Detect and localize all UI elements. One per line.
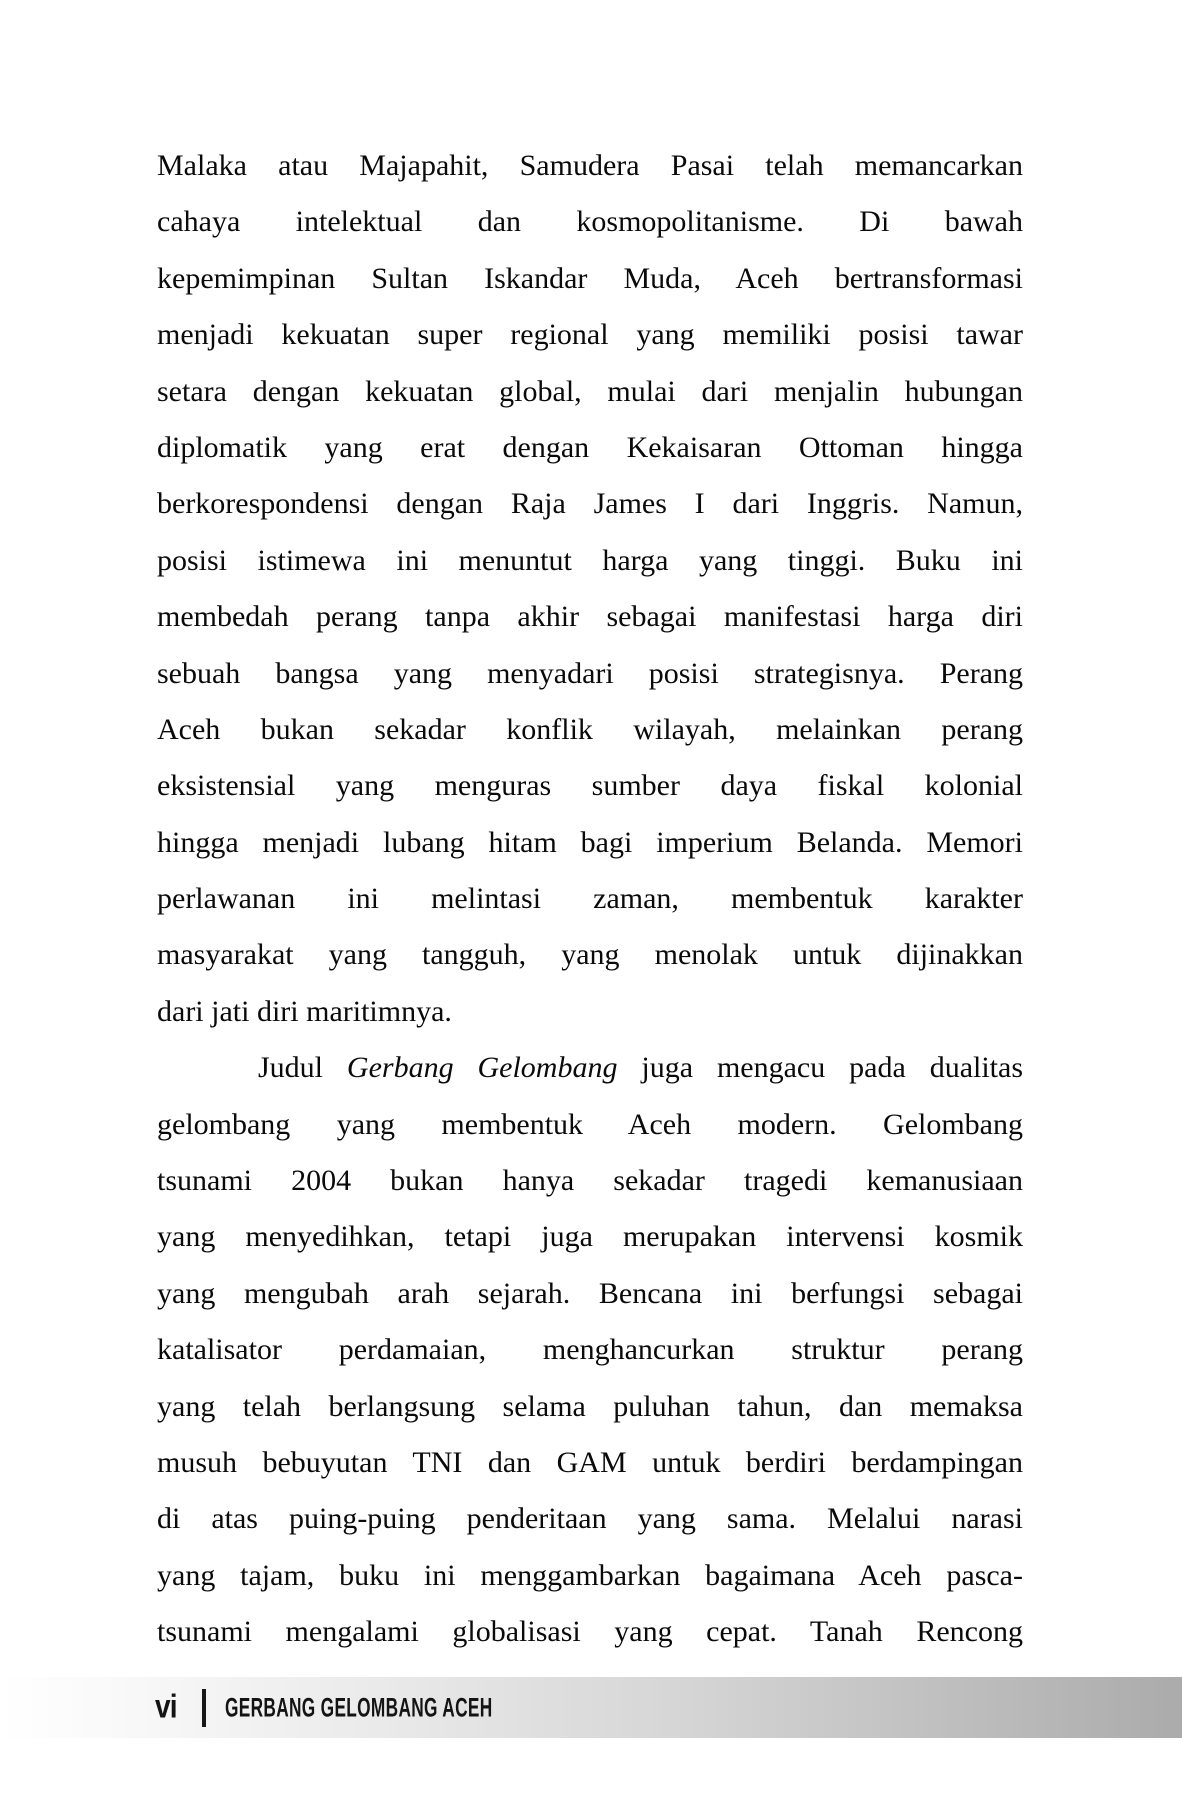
text-line xyxy=(157,364,1023,420)
text-segment: di atas puing-puing penderitaan yang sama. Melalui narasi xyxy=(157,1502,1023,1536)
text-segment: masyarakat yang tangguh, yang menolak untuk dijinakkan xyxy=(157,938,1023,972)
text-line xyxy=(157,194,1023,250)
text-line xyxy=(157,1548,1023,1604)
text-segment: menjadi kekuatan super regional yang memiliki posisi tawar xyxy=(157,318,1023,352)
text-line xyxy=(157,1491,1023,1547)
text-line xyxy=(157,1266,1023,1322)
text-segment: setara dengan kekuatan global, mulai dari menjalin hubungan xyxy=(157,374,1023,408)
text-line xyxy=(157,815,1023,871)
text-line xyxy=(157,1435,1023,1491)
text-line xyxy=(157,1379,1023,1435)
text-segment: Judul xyxy=(258,1051,347,1085)
text-segment: yang tajam, buku ini menggambarkan bagaimana Aceh pasca- xyxy=(157,1558,1023,1592)
text-segment: yang telah berlangsung selama puluhan tahun, dan memaksa xyxy=(157,1389,1023,1423)
text-line xyxy=(157,871,1023,927)
text-line xyxy=(157,307,1023,363)
text-line xyxy=(157,1322,1023,1378)
text-line xyxy=(157,1604,1023,1660)
text-segment: yang menyedihkan, tetapi juga merupakan intervensi kosmik xyxy=(157,1220,1023,1254)
footer-divider xyxy=(202,1689,206,1727)
text-line xyxy=(157,420,1023,476)
page-footer xyxy=(0,1677,1182,1738)
text-segment: Malaka atau Majapahit, Samudera Pasai telah memancarkan xyxy=(157,149,1023,182)
text-segment: cahaya intelektual dan kosmopolitanisme. Di bawah xyxy=(157,205,1023,239)
text-line xyxy=(157,589,1023,645)
page-body-text xyxy=(157,138,1023,1661)
text-segment: membedah perang tanpa akhir sebagai manifestasi harga diri xyxy=(157,600,1023,634)
text-line xyxy=(157,533,1023,589)
text-line xyxy=(157,1209,1023,1265)
text-segment: berkorespondensi dengan Raja James I dari Inggris. Namun, xyxy=(157,487,1023,521)
text-segment: Aceh bukan sekadar konflik wilayah, melainkan perang xyxy=(157,712,1023,746)
text-line xyxy=(157,476,1023,532)
text-segment: eksistensial yang menguras sumber daya fiskal kolonial xyxy=(157,769,1023,803)
italic-book-title-mention: Gerbang Gelombang xyxy=(346,1051,618,1085)
text-line xyxy=(157,138,1023,194)
text-segment: gelombang yang membentuk Aceh modern. Gelombang xyxy=(157,1107,1023,1141)
text-segment: hingga menjadi lubang hitam bagi imperium Belanda. Memori xyxy=(157,825,1023,859)
text-line xyxy=(157,984,1023,1040)
text-line xyxy=(157,1097,1023,1153)
text-segment: diplomatik yang erat dengan Kekaisaran Ottoman hingga xyxy=(157,430,1023,464)
text-line xyxy=(157,927,1023,983)
text-line xyxy=(157,1040,1023,1096)
text-line xyxy=(157,702,1023,758)
page-number: vi xyxy=(155,1686,177,1724)
text-segment: yang mengubah arah sejarah. Bencana ini berfungsi sebagai xyxy=(157,1276,1023,1310)
text-line xyxy=(157,646,1023,702)
book-title: GERBANG GELOMBANG ACEH xyxy=(225,1692,493,1722)
text-segment: perlawanan ini melintasi zaman, membentuk karakter xyxy=(157,882,1023,916)
text-segment: kepemimpinan Sultan Iskandar Muda, Aceh bertransformasi xyxy=(157,261,1023,295)
text-segment: dari jati diri maritimnya. xyxy=(157,994,452,1028)
text-line xyxy=(157,1153,1023,1209)
text-segment: posisi istimewa ini menuntut harga yang tinggi. Buku ini xyxy=(157,543,1023,577)
text-segment: juga mengacu pada dualitas xyxy=(617,1051,1023,1085)
text-segment: tsunami 2004 bukan hanya sekadar tragedi kemanusiaan xyxy=(157,1164,1023,1198)
text-segment: tsunami mengalami globalisasi yang cepat. Tanah Rencong xyxy=(157,1615,1023,1649)
text-line xyxy=(157,251,1023,307)
text-segment: katalisator perdamaian, menghancurkan struktur perang xyxy=(157,1333,1023,1367)
text-segment: sebuah bangsa yang menyadari posisi strategisnya. Perang xyxy=(157,656,1023,690)
text-line xyxy=(157,758,1023,814)
text-segment: musuh bebuyutan TNI dan GAM untuk berdiri berdampingan xyxy=(157,1445,1023,1479)
